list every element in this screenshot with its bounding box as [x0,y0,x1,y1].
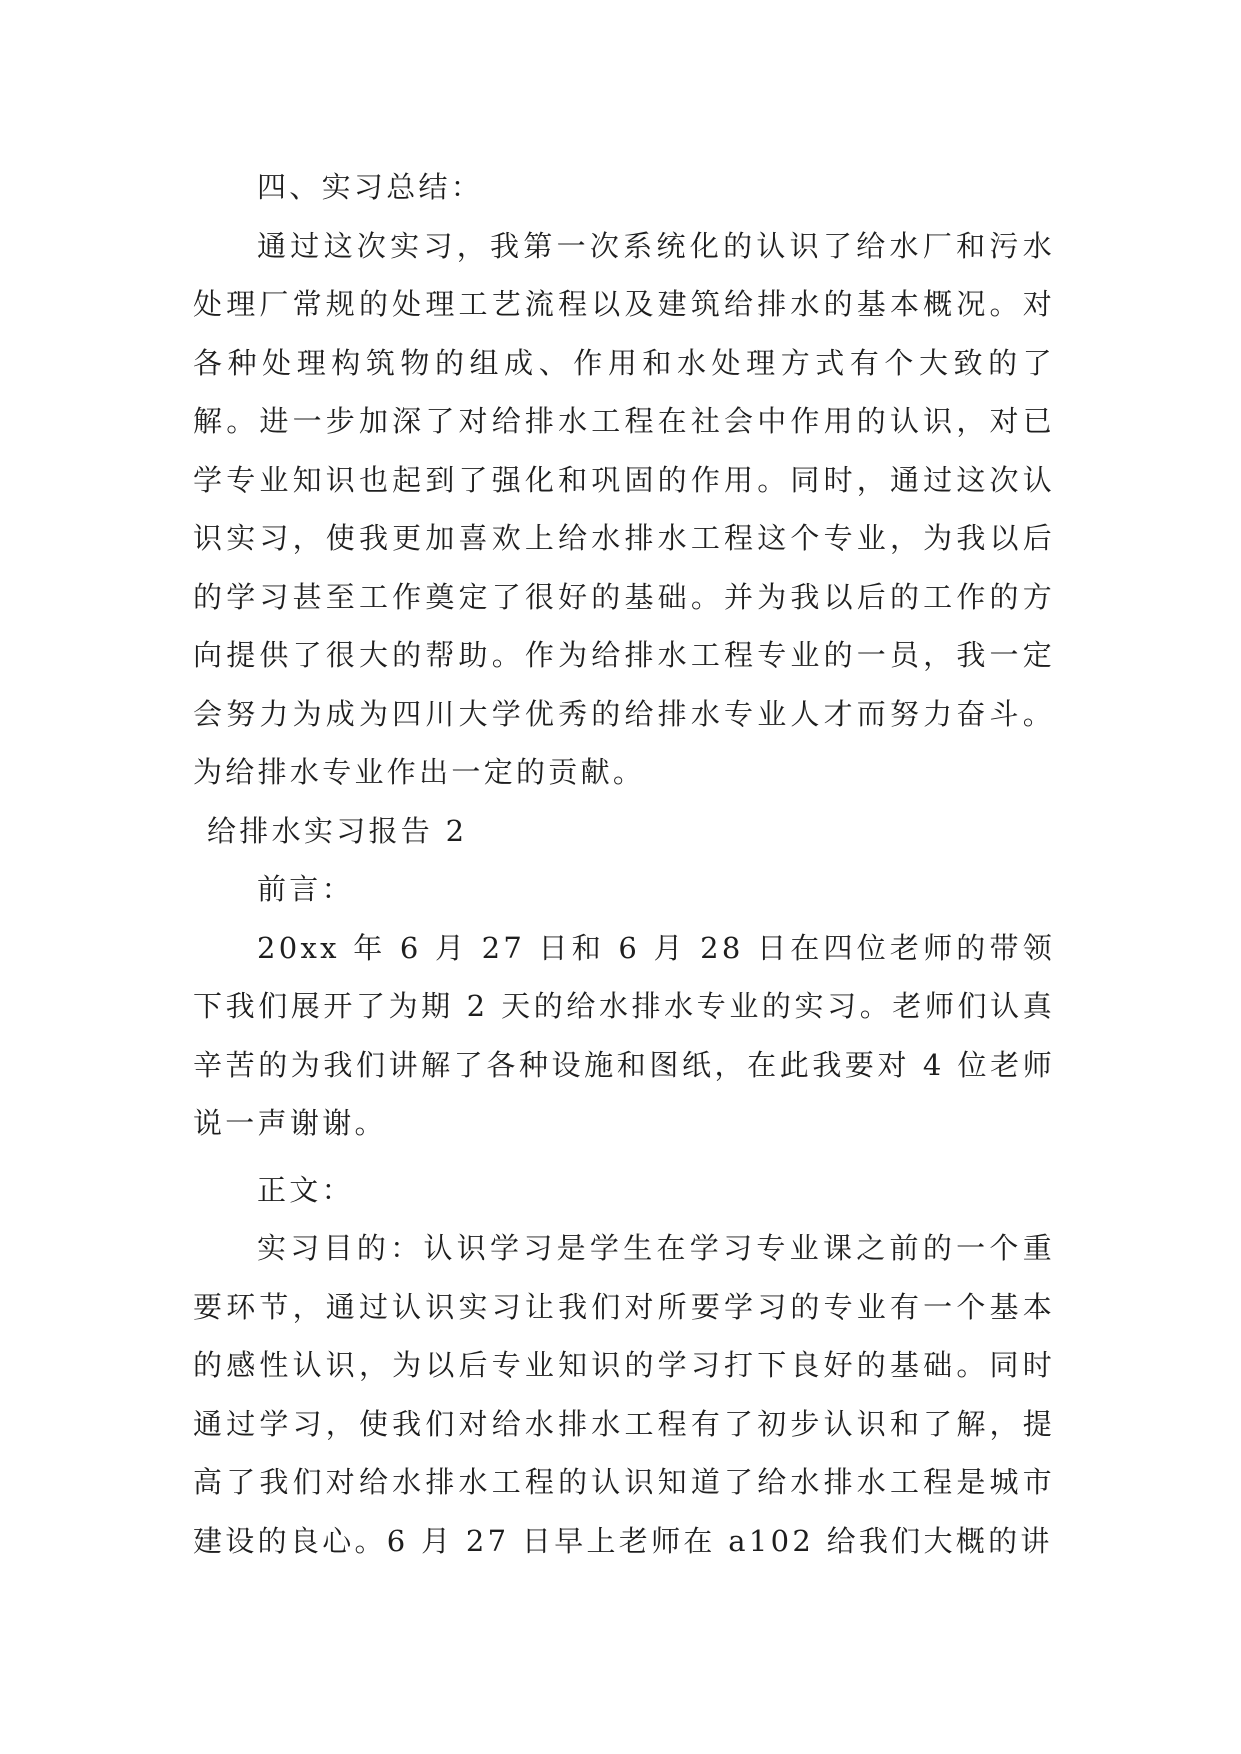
preface-paragraph: 20xx 年 6 月 27 日和 6 月 28 日在四位老师的带领下我们展开了为期 2 天的给水排水专业的实习。老师们认真辛苦的为我们讲解了各种设施和图纸，在此我要对 4 位老师说一声谢谢。 [193,930,1055,1140]
main-heading: 正文： [257,1172,354,1207]
main-paragraph: 实习目的：认识学习是学生在学习专业课之前的一个重要环节，通过认识实习让我们对所要学习的专业有一个基本的感性认识，为以后专业知识的学习打下良好的基础。同时通过学习，使我们对给水排水工程有了初步认识和了解，提高了我们对给水排水工程的认识知道了给水排水工程是城市建设的良心。6 月 27 日早上老师在 a102 给我们大概的讲 [193,1231,1055,1558]
report-title: 给排水实习报告 2 [207,813,468,848]
document-text [193,158,1055,1570]
summary-paragraph: 通过这次实习，我第一次系统化的认识了给水厂和污水处理厂常规的处理工艺流程以及建筑给排水的基本概况。对各种处理构筑物的组成、作用和水处理方式有个大致的了解。进一步加深了对给排水工程在社会中作用的认识，对已学专业知识也起到了强化和巩固的作用。同时，通过这次认识实习，使我更加喜欢上给水排水工程这个专业，为我以后的学习甚至工作奠定了很好的基础。并为我以后的工作的方向提供了很大的帮助。作为给排水工程专业的一员，我一定会努力为成为四川大学优秀的给排水专业人才而努力奋斗。为给排水专业作出一定的贡献。 [193,228,1055,789]
section-heading: 四、实习总结： [257,170,484,204]
preface-heading: 前言： [257,872,354,906]
